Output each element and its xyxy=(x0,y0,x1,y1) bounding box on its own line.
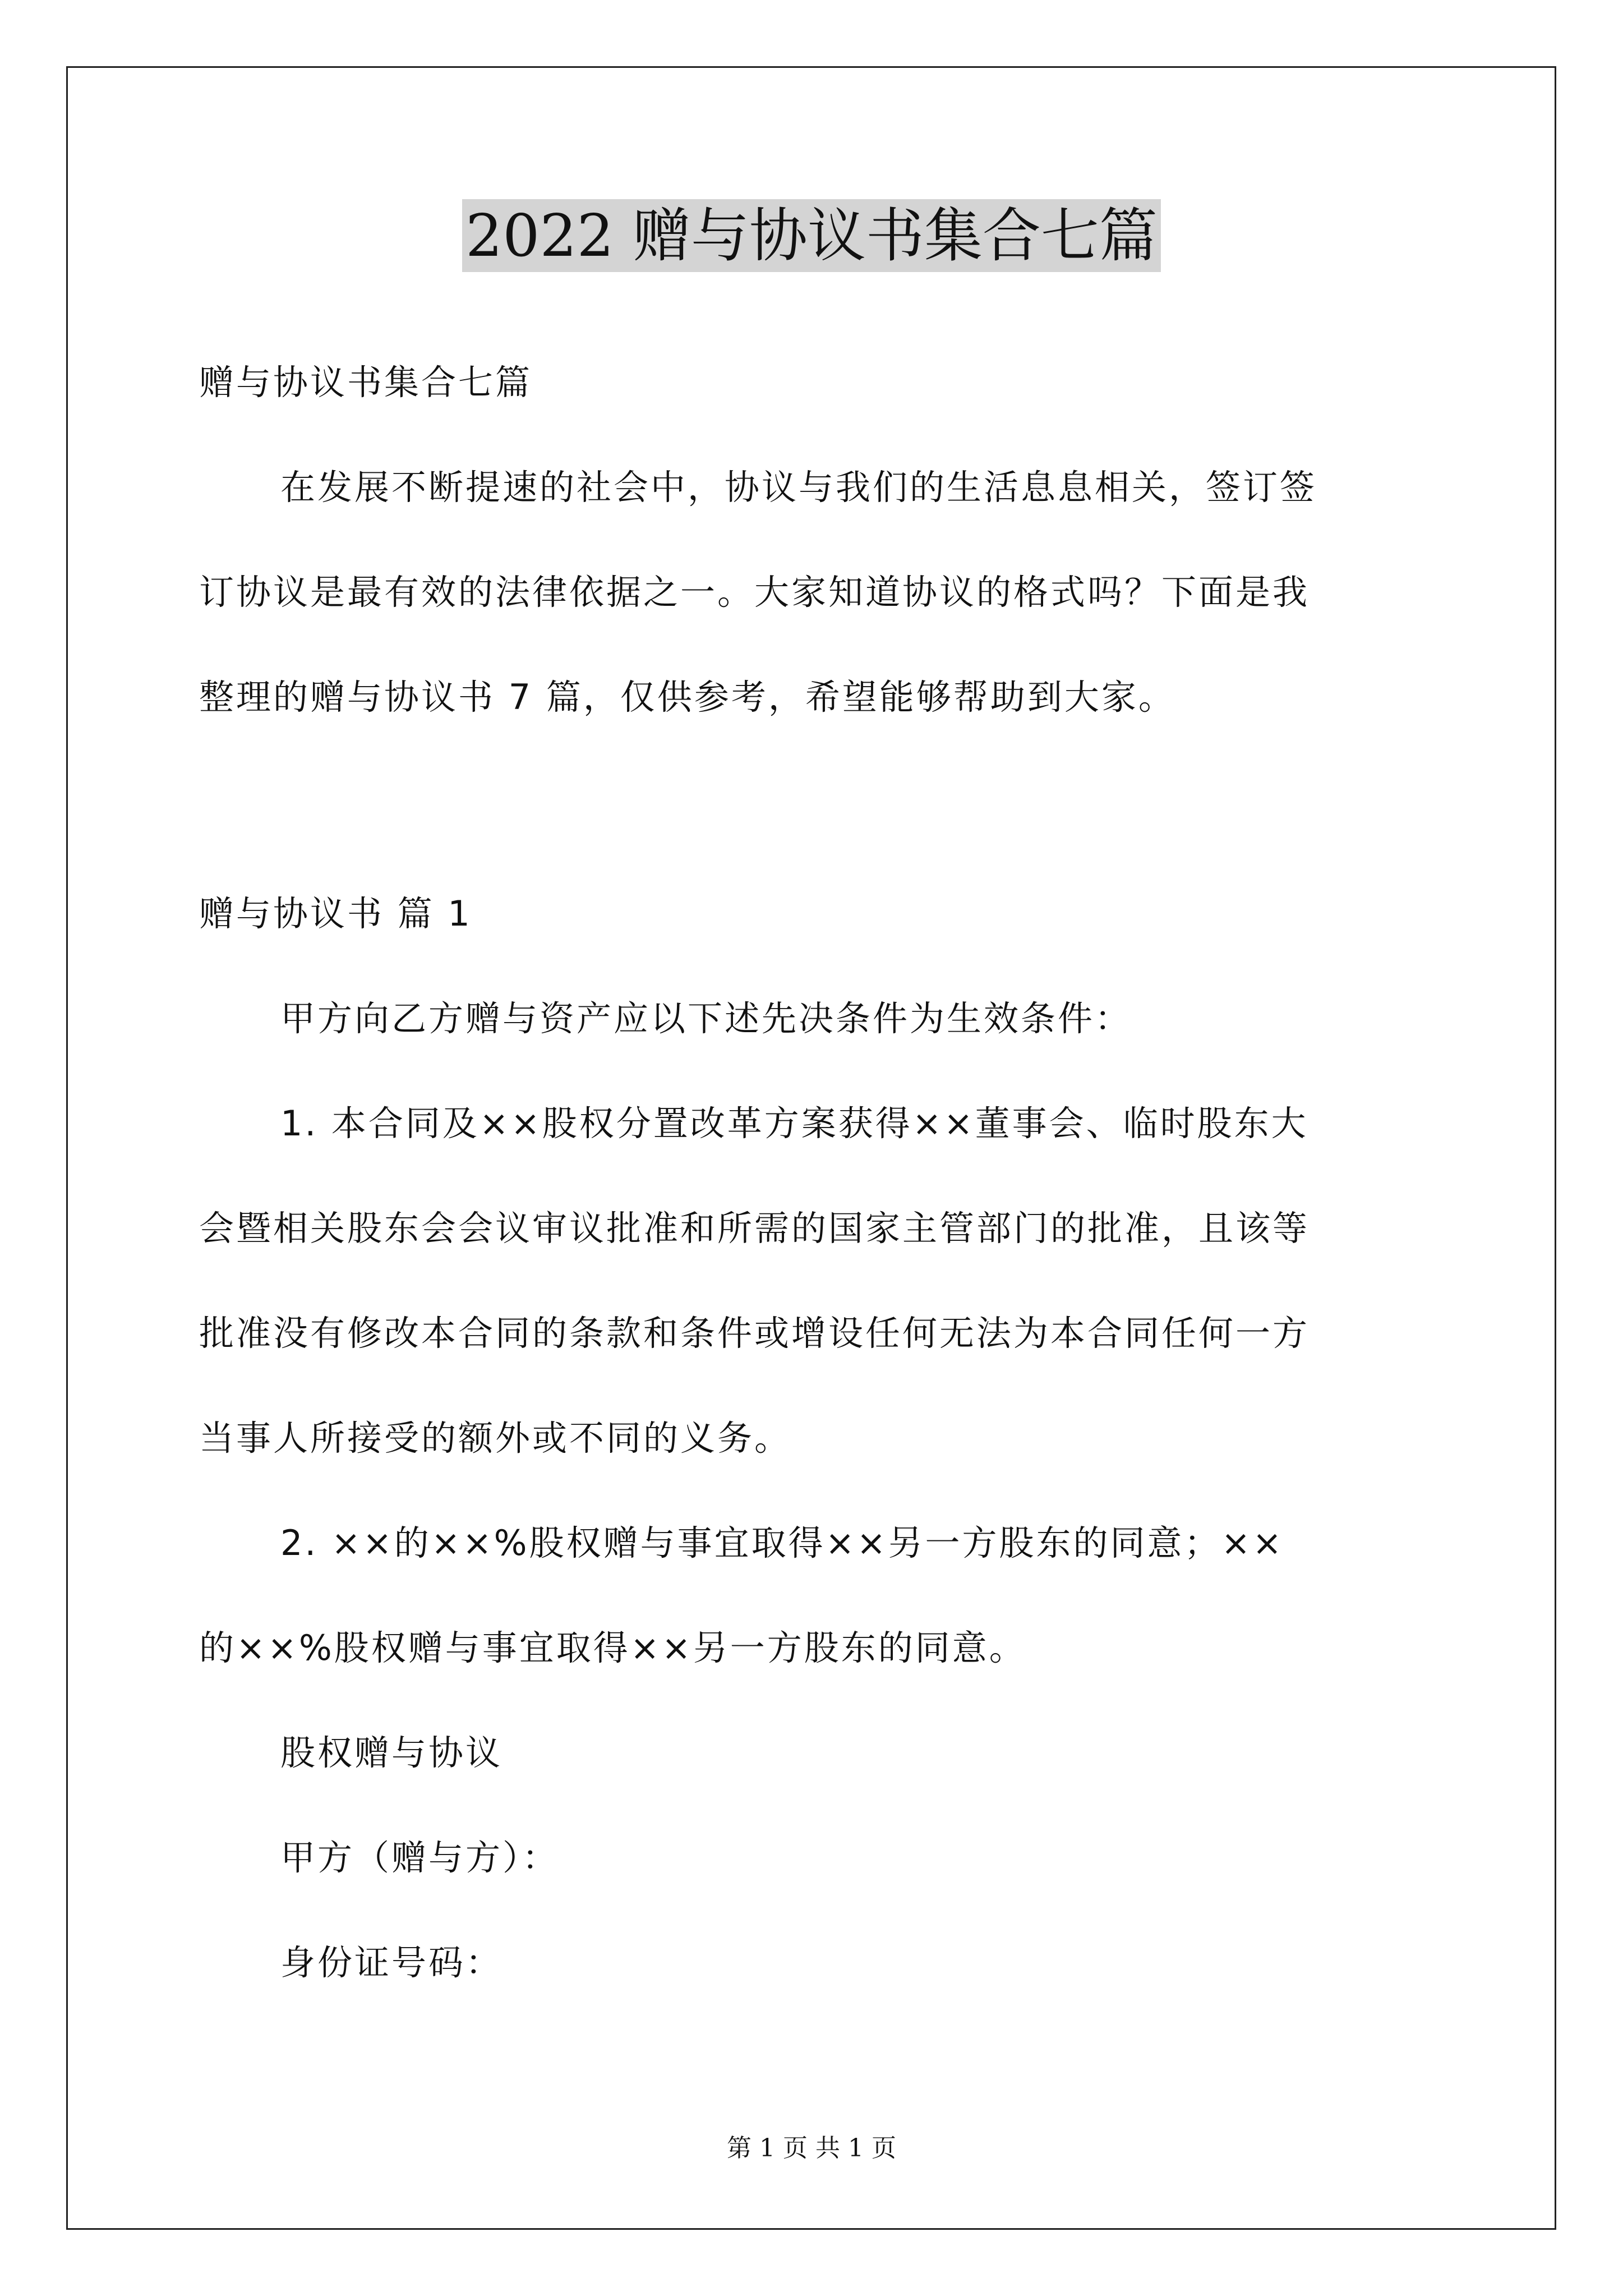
page-footer: 第 1 页 共 1 页 xyxy=(727,2134,896,2162)
party-a-label: 甲方（赠与方）： xyxy=(280,1837,560,1878)
intro-paragraph-line-1: 在发展不断提速的社会中，协议与我们的生活息息相关，签订签 xyxy=(280,467,1317,508)
section-heading: 赠与协议书 篇 1 xyxy=(199,893,472,934)
clause-2-line-1: 2. ××的××%股权赠与事宜取得××另一方股东的同意；×× xyxy=(280,1522,1284,1563)
subtitle-line: 赠与协议书集合七篇 xyxy=(199,362,533,403)
intro-paragraph-line-3: 整理的赠与协议书 7 篇，仅供参考，希望能够帮助到大家。 xyxy=(199,677,1175,717)
clause-1-line-1: 1. 本合同及××股权分置改革方案获得××董事会、临时股东大 xyxy=(280,1103,1308,1144)
id-number-label: 身份证号码： xyxy=(280,1942,503,1983)
title-container xyxy=(0,199,1623,272)
clause-1-line-2: 会暨相关股东会会议审议批准和所需的国家主管部门的批准，且该等 xyxy=(199,1208,1310,1249)
clause-1-line-4: 当事人所接受的额外或不同的义务。 xyxy=(199,1418,792,1458)
clause-2-line-2: 的××%股权赠与事宜取得××另一方股东的同意。 xyxy=(199,1627,1026,1668)
document-title: 2022 赠与协议书集合七篇 xyxy=(462,199,1161,272)
agreement-heading: 股权赠与协议 xyxy=(280,1732,503,1773)
clause-1-line-3: 批准没有修改本合同的条款和条件或增设任何无法为本合同任何一方 xyxy=(199,1313,1310,1354)
intro-paragraph-line-2: 订协议是最有效的法律依据之一。大家知道协议的格式吗？下面是我 xyxy=(199,572,1310,613)
clause-intro: 甲方向乙方赠与资产应以下述先决条件为生效条件： xyxy=(280,998,1132,1039)
